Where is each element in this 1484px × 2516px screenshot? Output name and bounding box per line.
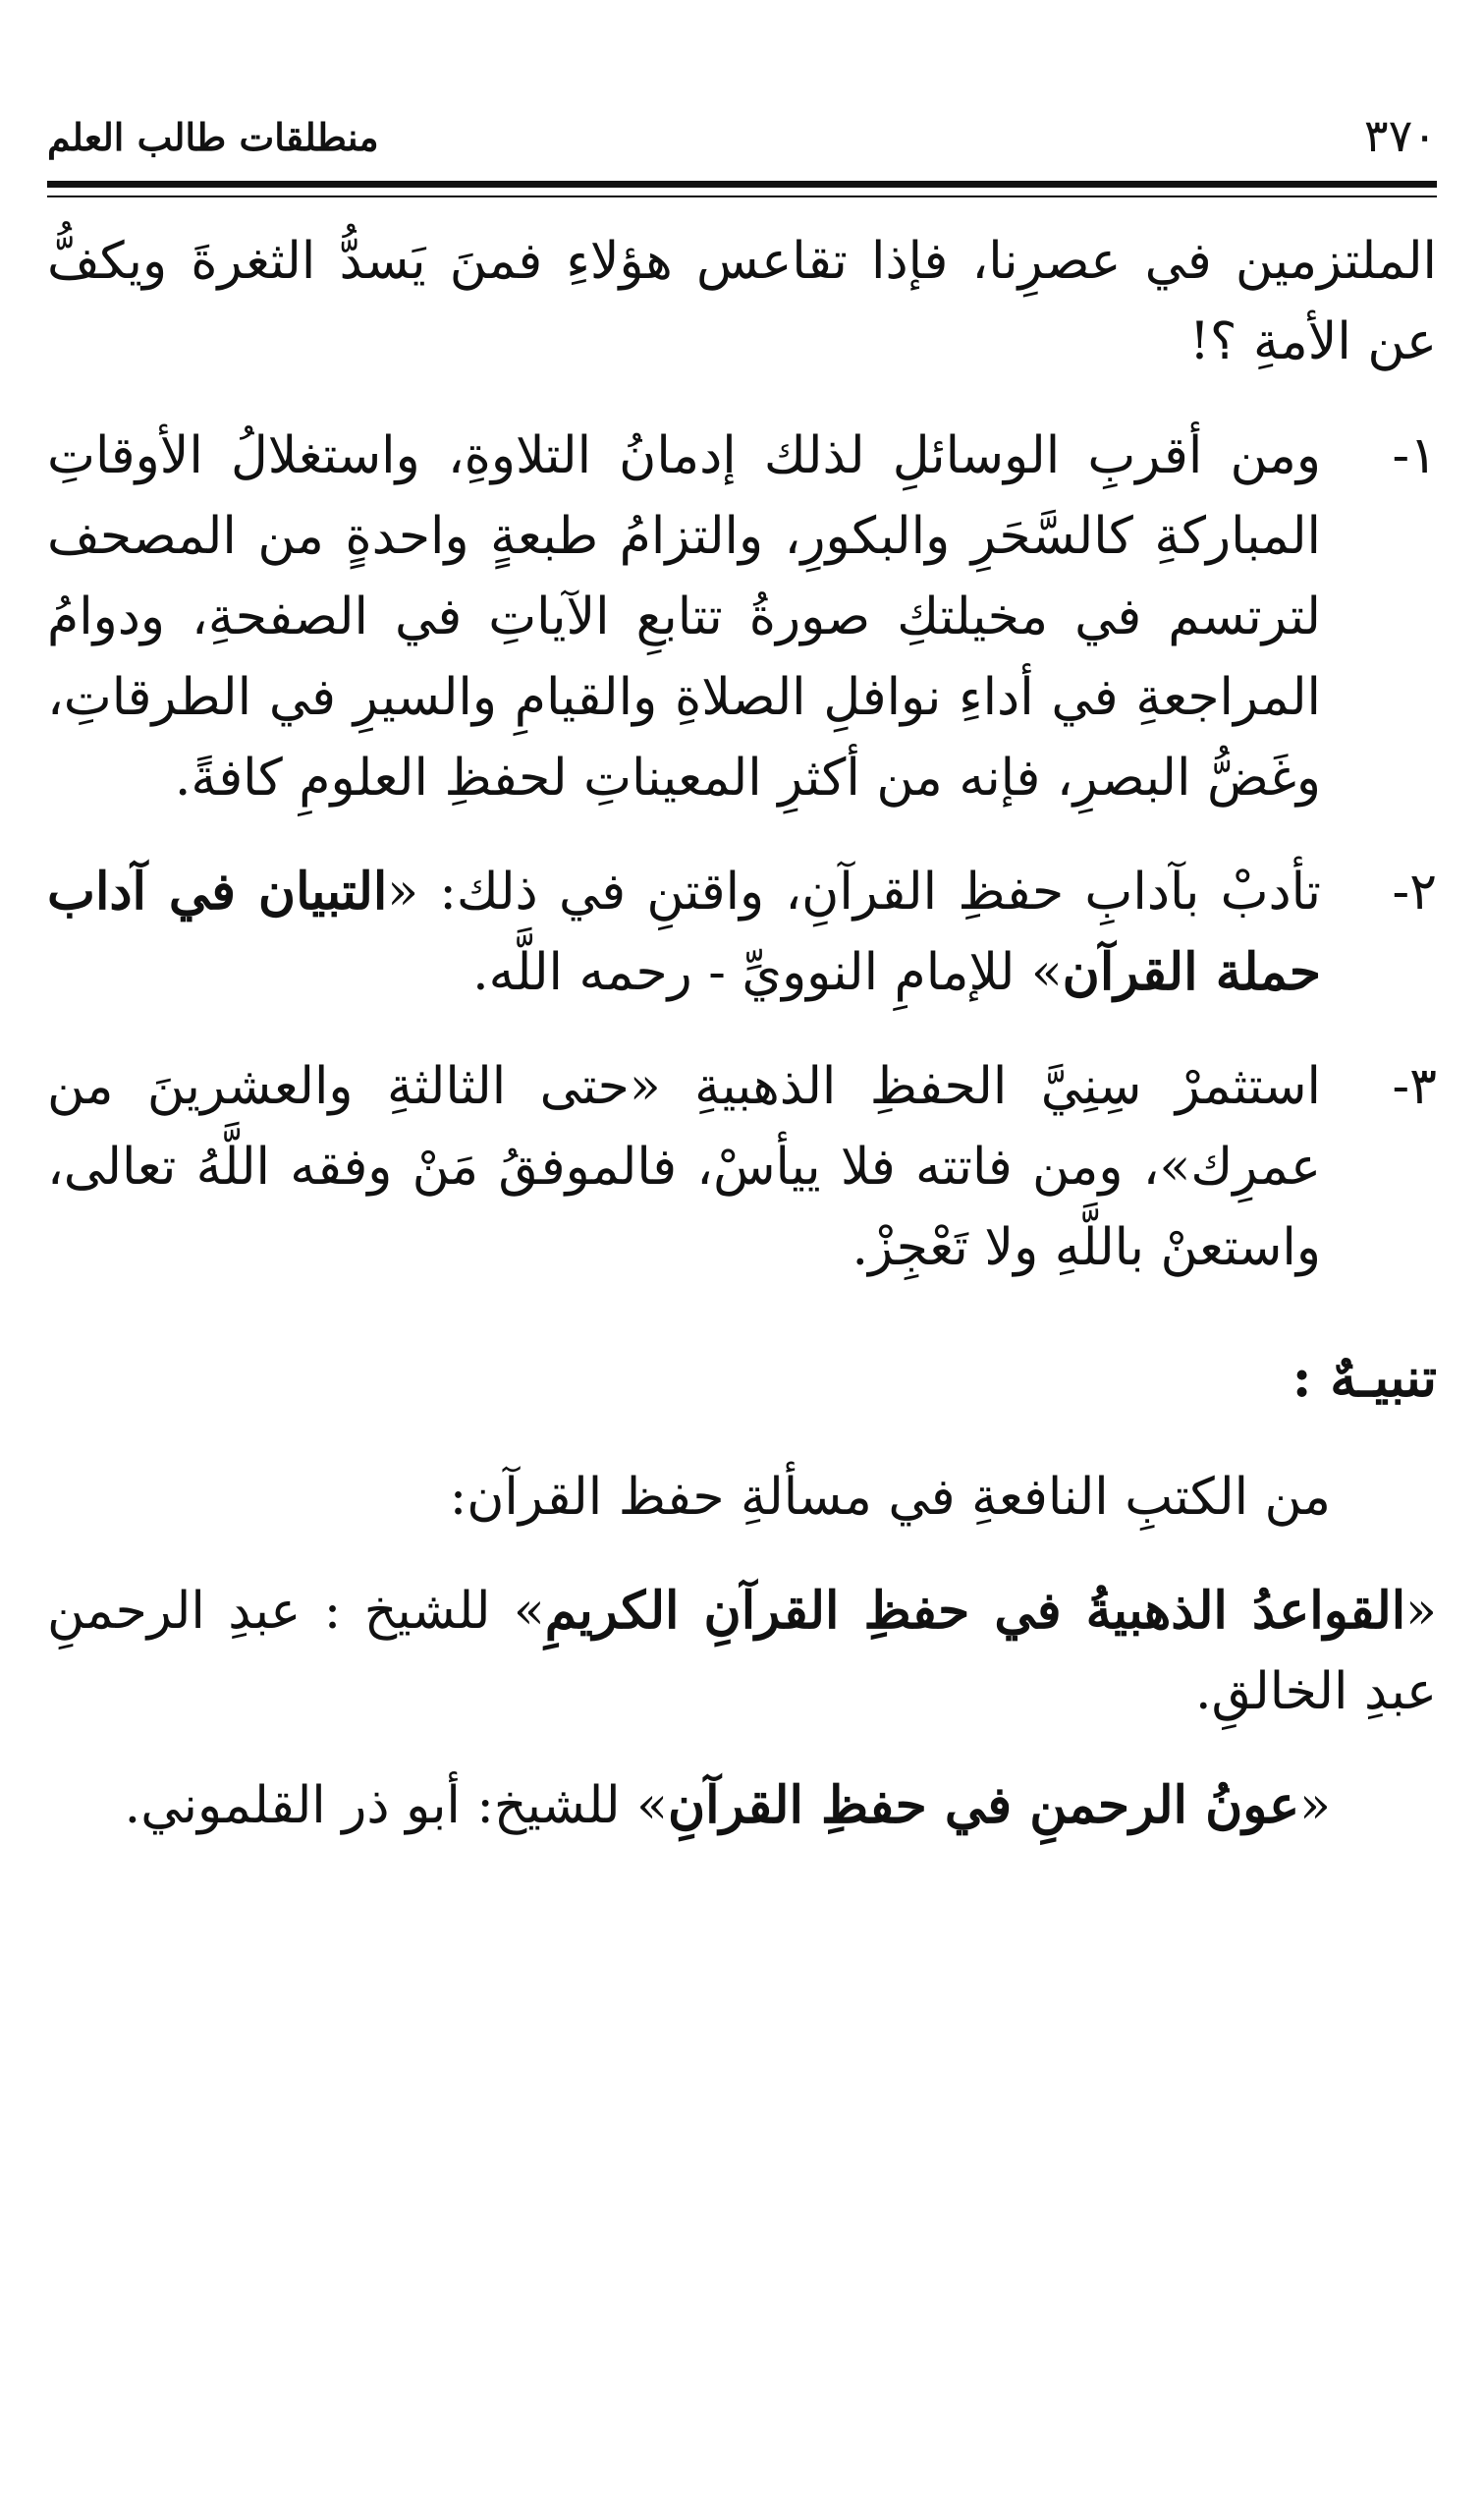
- list-item-text: ومن أقربِ الوسائلِ لذلك إدمانُ التلاوةِ، واستغلالُ الأوقاتِ المباركةِ كالسَّحَرِ والبكورِ، والتزامُ طبعةٍ واحدةٍ من المصحف لترتسم في مخيلتكِ صورةُ تتابعِ الآياتِ في الصفحةِ، ودوامُ المراجعةِ في أداءِ نوافلِ الصلاةِ والقيامِ والسيرِ في الطرقاتِ، وغَضُّ البصرِ، فإنه من أكثرِ المعيناتِ لحفظِ العلومِ كافةً.: [47, 426, 1321, 808]
- book-title: القواعدُ الذهبيةُ في حفظِ القرآنِ الكريمِ: [544, 1581, 1406, 1641]
- page-number: ٣٧٠: [1363, 109, 1437, 162]
- books-intro: من الكتبِ النافعةِ في مسألةِ حفظ القرآن:: [449, 1468, 1331, 1527]
- notice-heading: تنبيـهٌ :: [1292, 1346, 1437, 1409]
- header-rule-thin: [47, 196, 1437, 197]
- page-header: [47, 106, 1437, 175]
- book-entry-1: [47, 1571, 1437, 1732]
- page-body: [47, 221, 1437, 1879]
- intro-paragraph: الملتزمين في عصرِنا، فإذا تقاعس هؤلاءِ فمنَ يَسدُّ الثغرةَ ويكفُّ عن الأمةِ ؟!: [47, 232, 1437, 371]
- book-entry-2: [47, 1765, 1437, 1846]
- book-title: عونُ الرحمنِ في حفظِ القرآنِ: [667, 1775, 1300, 1835]
- quote-open: «: [1405, 1582, 1437, 1641]
- book-title-tibyan: التبيان في آداب حملة القرآن: [47, 862, 1321, 1002]
- list-item-text-before: تأدبْ بآدابِ حفظِ القرآنِ، واقتنِ في ذلك: «: [387, 863, 1321, 922]
- book-author: » للشيخ : عبدِ الرحمنِ عبدِ الخالقِ.: [47, 1582, 1437, 1721]
- header-rule-thick: [47, 181, 1437, 188]
- list-item-1: [47, 416, 1437, 818]
- running-title: منطلقات طالب العلم: [47, 115, 379, 159]
- quote-open: «: [1299, 1776, 1331, 1835]
- list-item-number: ١-: [1392, 426, 1437, 485]
- list-item-number: ٣-: [1392, 1057, 1437, 1116]
- list-item-text-after: » للإمامِ النوويِّ - رحمه اللَّه.: [472, 943, 1063, 1002]
- book-author: » للشيخ: أبو ذر القلموني.: [124, 1776, 668, 1835]
- list-item-2: [47, 852, 1437, 1013]
- list-item-3: [47, 1046, 1437, 1288]
- list-item-text: استثمرْ سِنِيَّ الحفظِ الذهبيةِ «حتى الثالثةِ والعشرينَ من عمرِك»، ومن فاتته فلا ييأسْ، فالموفقُ مَنْ وفقه اللَّهُ تعالى، واستعنْ باللَّهِ ولا تَعْجِزْ.: [47, 1057, 1321, 1277]
- list-item-number: ٢-: [1392, 863, 1437, 922]
